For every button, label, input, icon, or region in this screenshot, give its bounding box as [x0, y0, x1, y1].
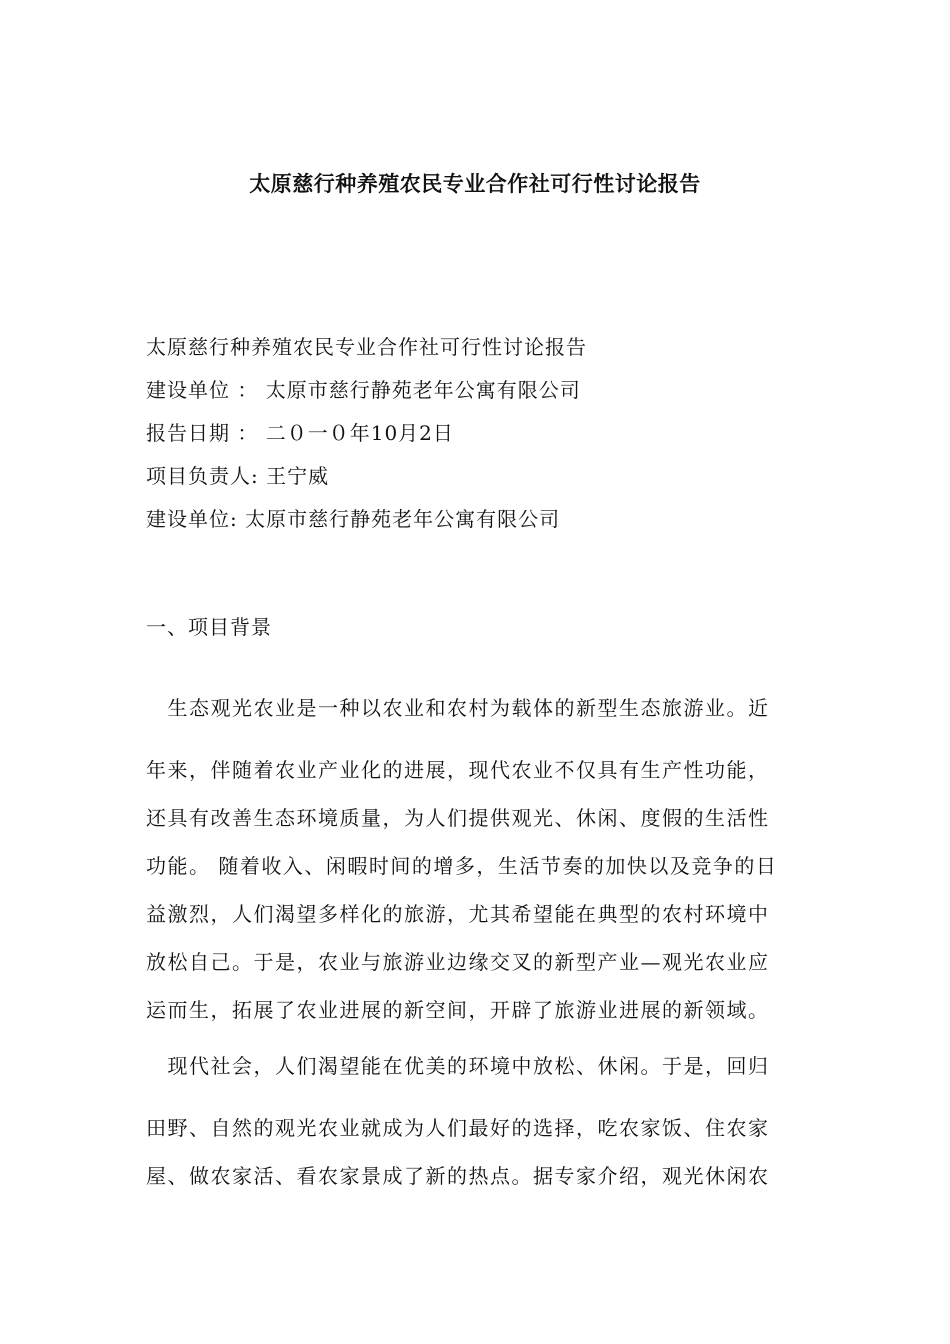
- paragraph-line: 屋、做农家活、看农家景成了新的热点。据专家介绍，观光休闲农: [146, 1164, 770, 1188]
- meta-construction-unit: 建设单位 ： 太原市慈行静苑老年公寓有限公司: [146, 378, 581, 402]
- paragraph-line: 放松自己。于是，农业与旅游业边缘交叉的新型产业—观光农业应: [146, 950, 770, 974]
- document-meta: [146, 326, 826, 541]
- document-title: 太原慈行种养殖农民专业合作社可行性讨论报告: [249, 171, 701, 196]
- section-heading-background: 一、项目背景: [146, 615, 272, 639]
- meta-construction-unit-2: 建设单位: 太原市慈行静苑老年公寓有限公司: [146, 507, 561, 531]
- paragraph-line: 运而生，拓展了农业进展的新空间，开辟了旅游业进展的新领域。: [146, 998, 770, 1022]
- paragraph-line: 生态观光农业是一种以农业和农村为载体的新型生态旅游业。近: [146, 696, 770, 720]
- paragraph-line: 年来，伴随着农业产业化的进展，现代农业不仅具有生产性功能，: [146, 758, 770, 782]
- paragraph-line: 现代社会，人们渴望能在优美的环境中放松、休闲。于是，回归: [146, 1054, 770, 1078]
- paragraph-line: 田野、自然的观光农业就成为人们最好的选择，吃农家饭、住农家: [146, 1116, 770, 1140]
- paragraph-line: 益激烈，人们渴望多样化的旅游，尤其希望能在典型的农村环境中: [146, 902, 770, 926]
- paragraph-eco-tourism: [146, 684, 806, 1034]
- paragraph-modern-society: [146, 1042, 806, 1200]
- meta-report-date: 报告日期 ： 二０一０年10月2日: [146, 421, 454, 445]
- meta-project-leader: 项目负责人: 王宁威: [146, 464, 330, 488]
- paragraph-line: 功能。 随着收入、闲暇时间的增多，生活节奏的加快以及竞争的日: [146, 854, 778, 878]
- meta-report-name: 太原慈行种养殖农民专业合作社可行性讨论报告: [146, 335, 587, 359]
- paragraph-line: 还具有改善生态环境质量，为人们提供观光、休闲、度假的生活性: [146, 806, 770, 830]
